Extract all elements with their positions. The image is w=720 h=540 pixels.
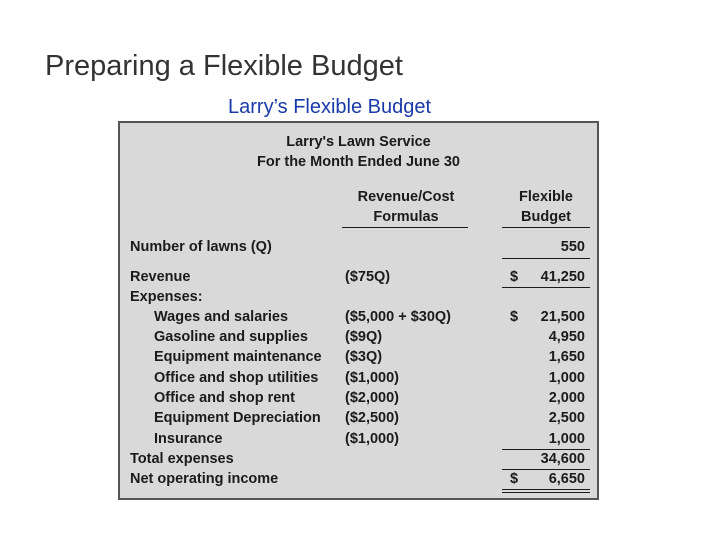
expense-label: Office and shop rent	[154, 390, 295, 406]
slide-subtitle: Larry’s Flexible Budget	[228, 96, 432, 118]
expense-formula: ($3Q)	[345, 349, 383, 365]
expense-label: Equipment maintenance	[154, 349, 322, 365]
slide-title: Preparing a Flexible Budget	[45, 50, 403, 82]
expense-value: 1,650	[548, 349, 585, 365]
formulas-header-underline	[342, 227, 468, 228]
expense-label: Gasoline and supplies	[154, 329, 308, 345]
expense-value: 1,000	[548, 370, 585, 386]
total-expenses-value: 34,600	[540, 451, 585, 467]
report-period: For the Month Ended June 30	[256, 154, 460, 170]
expense-formula: ($1,000)	[345, 431, 400, 447]
expense-value: 1,000	[548, 431, 585, 447]
net-income-double-underline-top	[502, 489, 590, 490]
lawns-label: Number of lawns (Q)	[130, 239, 272, 255]
revenue-currency: $	[510, 269, 519, 285]
revenue-value: 41,250	[540, 269, 585, 285]
expense-label: Wages and salaries	[154, 309, 289, 325]
budget-header-line2: Budget	[521, 209, 571, 225]
expense-value: 2,500	[548, 410, 585, 426]
expense-formula: ($5,000 + $30Q)	[345, 309, 452, 325]
net-income-currency: $	[510, 471, 519, 487]
net-income-label: Net operating income	[130, 471, 279, 487]
expense-value: 4,950	[548, 329, 585, 345]
formulas-header-line1: Revenue/Cost	[357, 189, 455, 205]
expense-label: Insurance	[154, 431, 223, 447]
revenue-underline	[502, 287, 590, 288]
net-income-double-underline-bottom	[502, 492, 590, 493]
net-income-value: 6,650	[548, 471, 585, 487]
lawns-value: 550	[560, 239, 585, 255]
expense-value: 2,000	[548, 390, 585, 406]
formulas-header-line2: Formulas	[373, 209, 439, 225]
revenue-label: Revenue	[130, 269, 191, 285]
expense-formula: ($9Q)	[345, 329, 383, 345]
expense-formula: ($2,000)	[345, 390, 400, 406]
expense-formula: ($1,000)	[345, 370, 400, 386]
budget-header-line1: Flexible	[519, 189, 573, 205]
expense-label: Equipment Depreciation	[154, 410, 321, 426]
company-name: Larry's Lawn Service	[286, 134, 431, 150]
total-expenses-label: Total expenses	[130, 451, 234, 467]
expenses-heading: Expenses:	[130, 289, 203, 305]
revenue-formula: ($75Q)	[345, 269, 391, 285]
expense-value: 21,500	[540, 309, 585, 325]
flexible-budget-report	[118, 121, 599, 500]
lawns-underline	[502, 258, 590, 259]
expense-currency: $	[510, 309, 519, 325]
expense-label: Office and shop utilities	[154, 370, 319, 386]
expense-formula: ($2,500)	[345, 410, 400, 426]
budget-header-underline	[502, 227, 590, 228]
